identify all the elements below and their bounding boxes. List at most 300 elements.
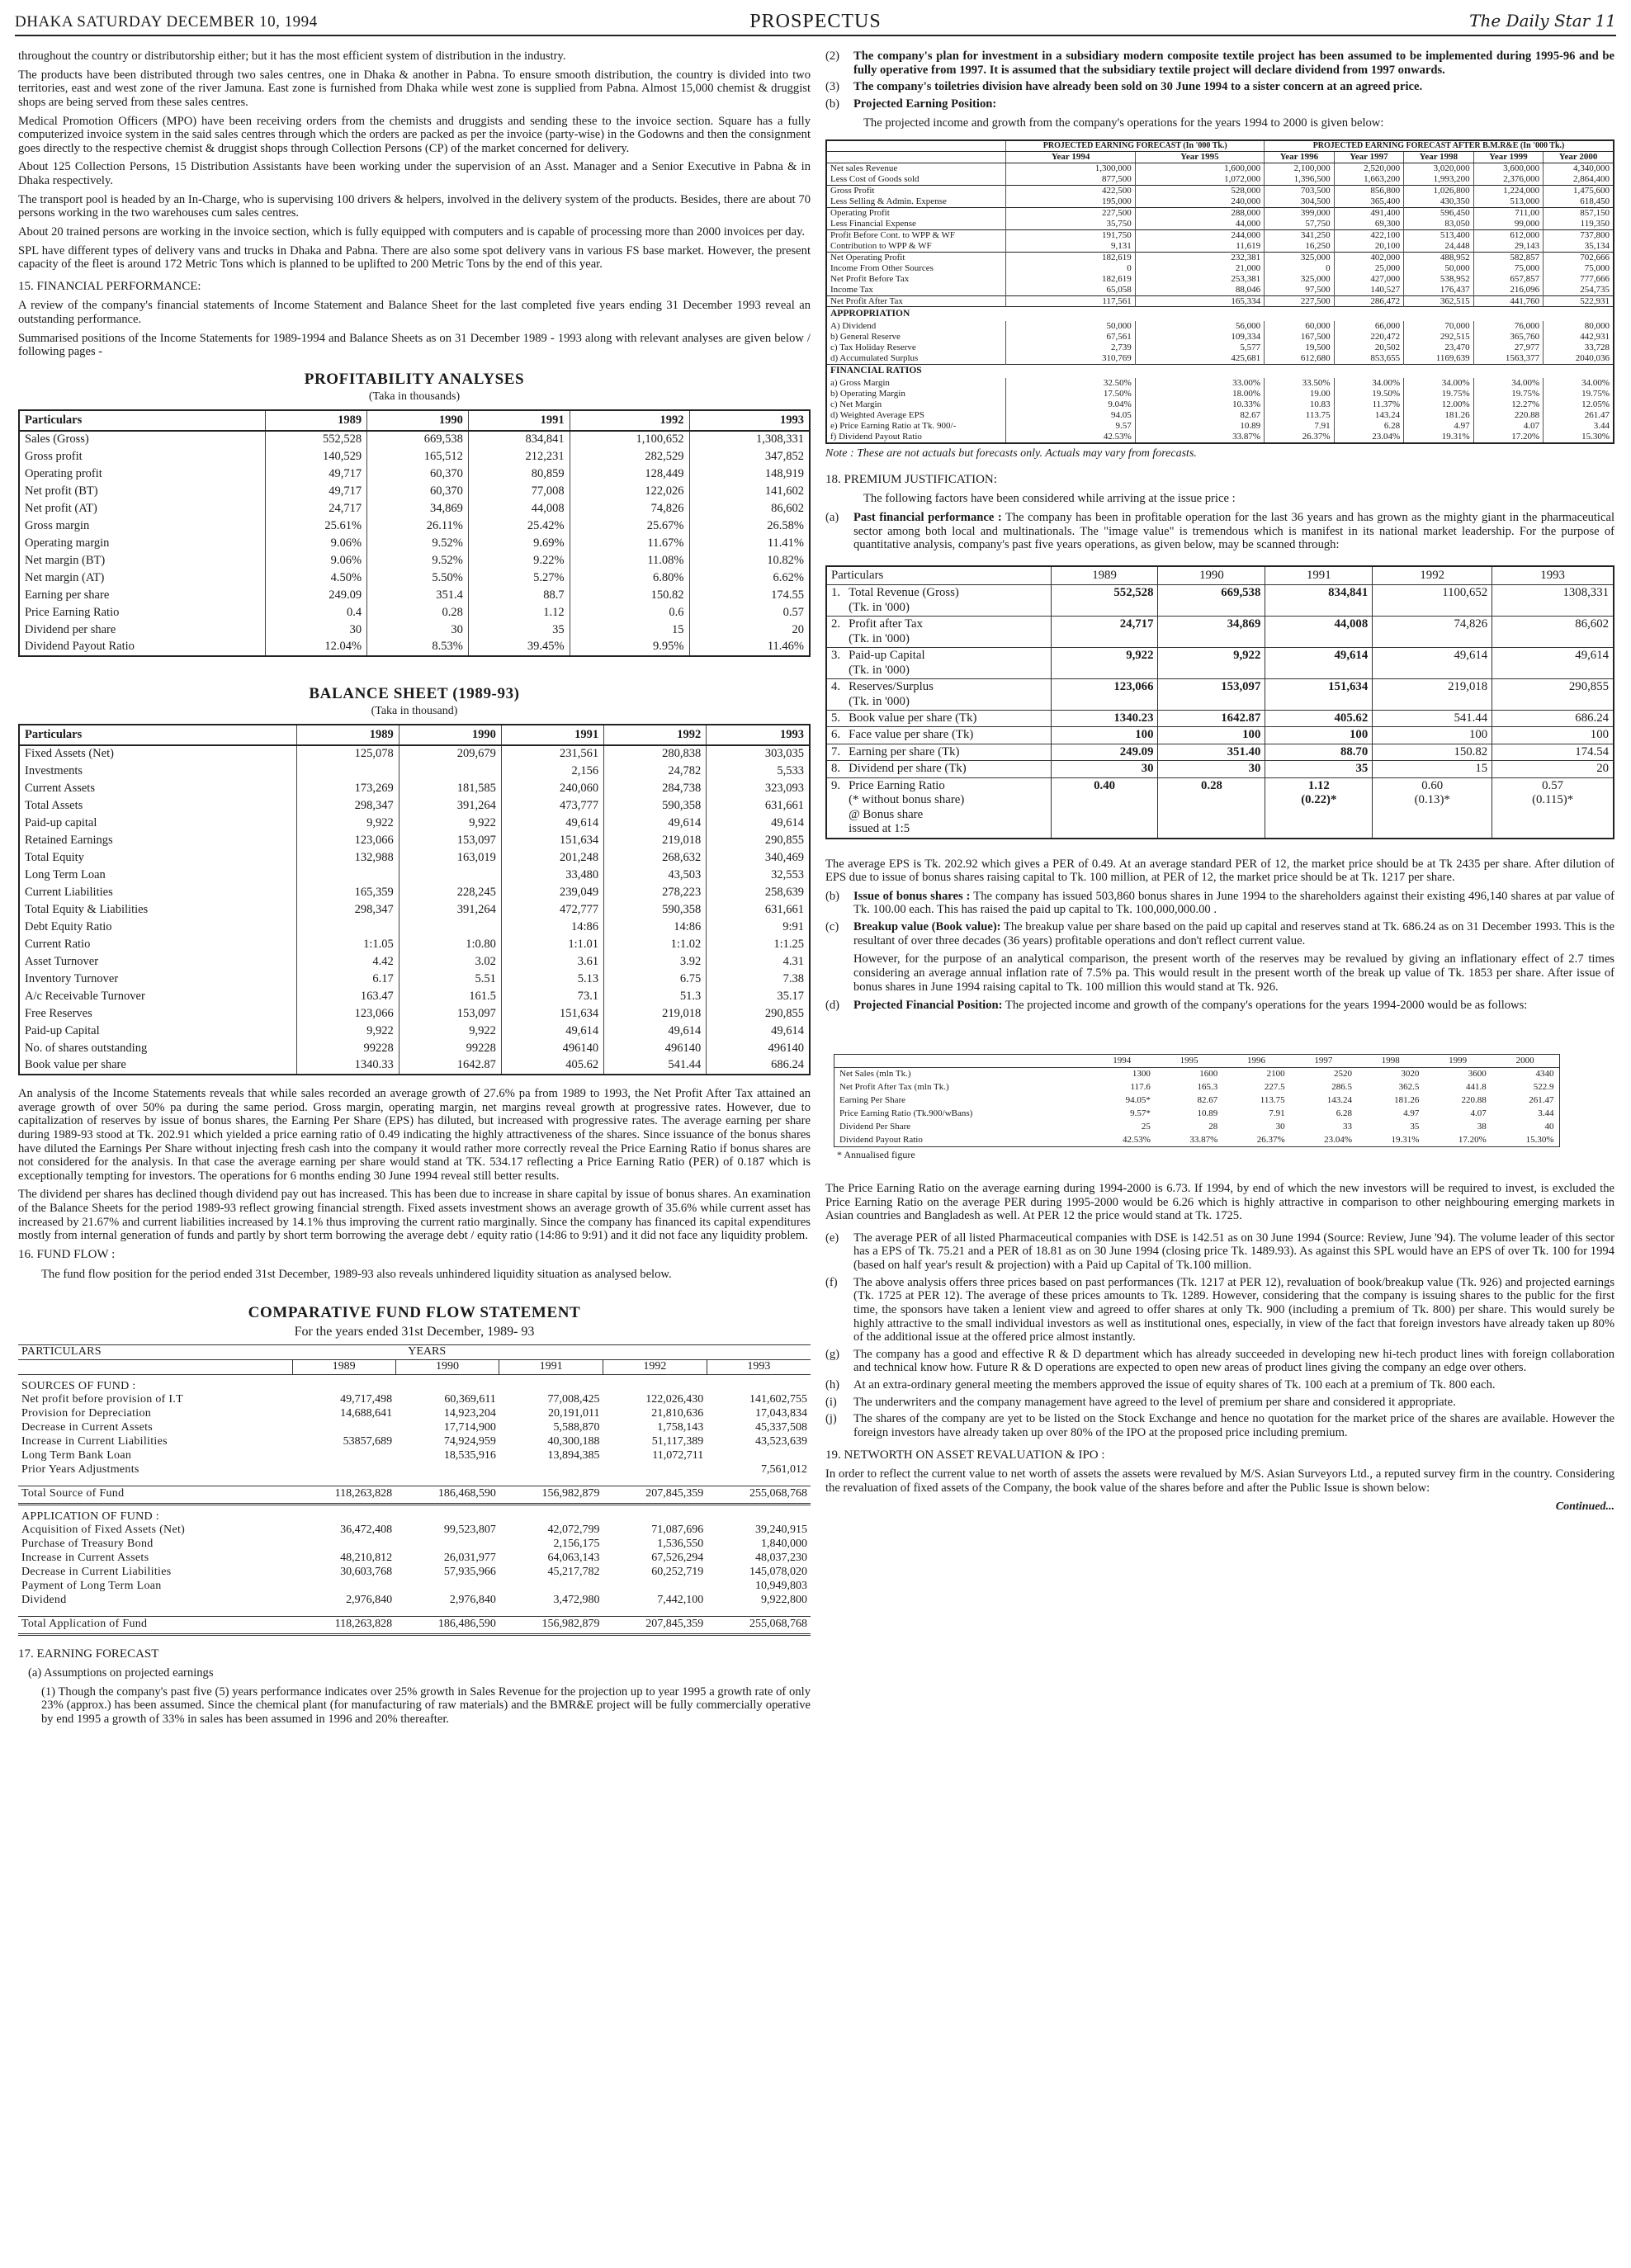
projected-header-row — [834, 1054, 1560, 1067]
balance-sheet-cell: 541.44 — [604, 1057, 707, 1075]
projected-year-cell: 1997 — [1290, 1054, 1357, 1067]
forecast-cell: 244,000 — [1135, 229, 1264, 240]
fund-application-cell: 60,252,719 — [651, 1566, 704, 1579]
balance-sheet-header-cell: 1993 — [707, 725, 810, 745]
forecast-cell: 1,396,500 — [1265, 174, 1335, 185]
balance-sheet-row — [19, 867, 810, 884]
appropriation-cell: 5,577 — [1135, 343, 1264, 353]
balance-sheet-cell: 49,614 — [604, 815, 707, 832]
forecast-cell: 325,000 — [1265, 274, 1335, 285]
past-label-line: issued at 1:5 — [849, 822, 910, 836]
past-label-line: Profit after Tax — [849, 617, 924, 631]
ratio-row — [826, 421, 1614, 432]
past-cell: 49,614 — [1373, 648, 1492, 679]
forecast-cell: Operating Profit — [826, 207, 1006, 218]
forecast-cell: 365,400 — [1334, 196, 1404, 207]
profitability-cell: 9.06% — [266, 535, 367, 552]
fund-source-cell: 17,043,834 — [755, 1407, 807, 1420]
ratio-row — [826, 389, 1614, 399]
past-cell: 34,869 — [1158, 617, 1265, 648]
appropriation-cell: 80,000 — [1544, 321, 1614, 332]
projected-cell: 441.8 — [1466, 1081, 1487, 1092]
past-per-cell — [1373, 777, 1492, 838]
forecast-cell: 35,134 — [1544, 241, 1614, 252]
fund-application-row — [18, 1594, 811, 1608]
forecast-row — [826, 207, 1614, 218]
balance-sheet-cell: 201,248 — [501, 849, 603, 867]
ratio-cell: 26.37% — [1265, 432, 1335, 443]
fund-application-cell: Dividend — [21, 1594, 67, 1607]
profitability-row — [19, 552, 810, 569]
fund-source-cell: 49,717,498 — [340, 1393, 393, 1406]
appropriation-head-row — [826, 307, 1614, 321]
section-15-paragraph-2: Summarised positions of the Income Statements for 1989-1994 and Balance Sheets as on 31 December 1989 - 1993 along with relevant analyses are given below / following pages - — [18, 331, 811, 359]
fund-source-cell: 17,714,900 — [443, 1421, 496, 1434]
balance-sheet-row — [19, 1057, 810, 1075]
justification-label: (b) — [825, 889, 840, 903]
ratio-cell: 23.04% — [1334, 432, 1404, 443]
balance-sheet-row — [19, 763, 810, 780]
appropriation-cell: 220,472 — [1334, 332, 1404, 343]
fund-application-total-cell: Total Application of Fund — [18, 1616, 292, 1634]
fund-year-cell: 1992 — [603, 1359, 707, 1374]
intro-paragraph-2: The products have been distributed through two sales centres, one in Dhaka & another in Pabna. To ensure smooth distribution, the country is divided into two territories, east and west zone of the river Jamuna. East zone is furnished from Dhaka while west zone is supplied from Pabna. Almost 15,000 chemist & druggist shops are being served from these sales centres. — [18, 68, 811, 109]
past-index: 6. — [826, 727, 844, 744]
ratio-cell: 181.26 — [1404, 410, 1474, 421]
balance-sheet-cell: 391,264 — [399, 797, 501, 815]
profitability-cell: 74,826 — [570, 500, 689, 517]
assumption-items — [825, 50, 1614, 111]
past-label-line: Earning per share (Tk) — [849, 744, 960, 758]
forecast-cell: 491,400 — [1334, 207, 1404, 218]
balance-sheet-cell: 4.42 — [296, 953, 399, 971]
fund-application-total-cell: 118,263,828 — [292, 1616, 395, 1634]
forecast-cell: 75,000 — [1544, 263, 1614, 274]
fund-application-row — [18, 1580, 811, 1594]
fund-source-cell: 21,810,636 — [651, 1407, 704, 1420]
fund-application-head: APPLICATION OF FUND : — [21, 1510, 159, 1523]
fund-application-row — [18, 1538, 811, 1552]
fund-application-cell: 71,087,696 — [651, 1524, 704, 1537]
appropriation-cell: 2040,036 — [1544, 353, 1614, 364]
past-cell: 30 — [1051, 761, 1158, 777]
left-column — [18, 50, 811, 2261]
ratio-cell: 10.89 — [1135, 421, 1264, 432]
past-cell: 405.62 — [1265, 710, 1373, 726]
forecast-cell: 362,515 — [1404, 295, 1474, 307]
profitability-cell: 347,852 — [689, 448, 810, 465]
fund-flow-title: COMPARATIVE FUND FLOW STATEMENT — [248, 1304, 581, 1322]
profitability-header-cell: 1989 — [266, 410, 367, 431]
assumption-body — [853, 50, 1614, 77]
ratio-cell: 12.05% — [1544, 399, 1614, 410]
projected-cell: 165.3 — [1197, 1081, 1218, 1092]
past-index: 4. — [826, 679, 844, 711]
balance-sheet-cell: 151,634 — [501, 1005, 603, 1023]
forecast-cell: 522,931 — [1544, 295, 1614, 307]
fund-flow-table — [18, 1344, 811, 1635]
profitability-cell: 140,529 — [266, 448, 367, 465]
profitability-row — [19, 500, 810, 517]
appropriation-cell: 67,561 — [1006, 332, 1135, 343]
section-15-heading: 15. FINANCIAL PERFORMANCE: — [18, 279, 201, 293]
fund-application-row — [18, 1552, 811, 1566]
balance-sheet-cell: 5,533 — [707, 763, 810, 780]
factor-text: At an extra-ordinary general meeting the members approved the issue of equity shares of Tk. 100 each at a premium of Tk. 800 each. — [853, 1378, 1496, 1392]
forecast-cell: 528,000 — [1135, 185, 1264, 196]
past-header-cell: 1991 — [1265, 566, 1373, 585]
fund-application-cell: 45,217,782 — [547, 1566, 600, 1579]
balance-sheet-row — [19, 1023, 810, 1040]
balance-sheet-cell: 3.02 — [399, 953, 501, 971]
past-header-row — [826, 566, 1614, 585]
fund-application-cell: Purchase of Treasury Bond — [21, 1538, 154, 1551]
balance-sheet-cell: 99228 — [399, 1040, 501, 1057]
forecast-cell: Net Profit Before Tax — [826, 274, 1006, 285]
profitability-cell: 249.09 — [266, 587, 367, 604]
balance-sheet-cell — [399, 919, 501, 936]
past-cell: 100 — [1158, 727, 1265, 744]
past-index: 5. — [826, 710, 844, 726]
forecast-row — [826, 285, 1614, 295]
profitability-cell: 11.67% — [570, 535, 689, 552]
past-header-cell: 1989 — [1051, 566, 1158, 585]
balance-sheet-cell: 290,855 — [707, 832, 810, 849]
fund-source-cell — [292, 1463, 395, 1477]
fund-source-total-cell: 118,263,828 — [292, 1486, 395, 1504]
balance-sheet-cell: 340,469 — [707, 849, 810, 867]
fund-source-cell — [292, 1449, 395, 1463]
appropriation-row — [826, 343, 1614, 353]
past-label — [844, 761, 1051, 777]
projected-cell: 6.28 — [1336, 1108, 1352, 1118]
ratio-cell: 143.24 — [1334, 410, 1404, 421]
appropriation-row — [826, 321, 1614, 332]
balance-sheet-cell: 1:1.25 — [707, 936, 810, 953]
profitability-header-cell: 1990 — [367, 410, 469, 431]
forecast-cell: 117,561 — [1006, 295, 1135, 307]
past-label-unit: (Tk. in '000) — [849, 600, 910, 614]
balance-sheet-cell — [296, 763, 399, 780]
intro-paragraph-6: About 20 trained persons are working in the invoice section, which is fully equipped with computers and is capable of processing more than 2000 invoices per day. — [18, 224, 806, 239]
balance-sheet-cell: 590,358 — [604, 901, 707, 919]
projected-row — [834, 1133, 1560, 1146]
projected-cell: Earning Per Share — [839, 1094, 906, 1105]
fund-application-cell: 67,526,294 — [651, 1552, 704, 1565]
projected-cell: Net Profit After Tax (mln Tk.) — [839, 1081, 949, 1092]
forecast-cell: 9,131 — [1006, 241, 1135, 252]
forecast-cell: 304,500 — [1265, 196, 1335, 207]
factor-label: (h) — [825, 1378, 840, 1392]
balance-sheet-cell: 240,060 — [501, 780, 603, 797]
past-cell: 174.54 — [1492, 744, 1614, 760]
fund-source-total-cell: Total Source of Fund — [18, 1486, 292, 1504]
fund-application-cell: 64,063,143 — [547, 1552, 600, 1565]
balance-sheet-cell: 590,358 — [604, 797, 707, 815]
ratio-cell: a) Gross Margin — [826, 378, 1006, 389]
forecast-cell: 165,334 — [1135, 295, 1264, 307]
balance-sheet-header-cell: Particulars — [19, 725, 296, 745]
balance-sheet-cell: 3.92 — [604, 953, 707, 971]
fund-source-row — [18, 1463, 811, 1477]
projected-cell: 3600 — [1468, 1069, 1487, 1080]
ratio-cell: 12.00% — [1404, 399, 1474, 410]
profitability-cell: 552,528 — [266, 431, 367, 448]
fund-source-cell — [292, 1421, 395, 1435]
factor-item — [825, 1412, 1614, 1439]
fund-source-cell — [707, 1449, 811, 1463]
balance-sheet-cell: Investments — [19, 763, 296, 780]
factor-body — [853, 1348, 1614, 1375]
section-16-heading: 16. FUND FLOW : — [18, 1247, 116, 1261]
ratio-head-row — [826, 364, 1614, 378]
past-index: 8. — [826, 761, 844, 777]
projected-cell: 261.47 — [1529, 1094, 1554, 1105]
forecast-cell: 195,000 — [1006, 196, 1135, 207]
balance-sheet-cell: 1:1.01 — [501, 936, 603, 953]
forecast-years-row — [826, 151, 1614, 163]
forecast-cell: 657,857 — [1473, 274, 1544, 285]
balance-sheet-cell: 686.24 — [707, 1057, 810, 1075]
projected-cell: Net Sales (mln Tk.) — [839, 1069, 911, 1080]
balance-sheet-cell: 1:1.02 — [604, 936, 707, 953]
item-a — [825, 511, 1614, 552]
fund-source-cell: Decrease in Current Assets — [21, 1421, 154, 1434]
profitability-cell: 60,370 — [367, 483, 469, 500]
past-cell: 541.44 — [1373, 710, 1492, 726]
fund-application-cell: 57,935,966 — [443, 1566, 496, 1579]
balance-sheet-cell: 391,264 — [399, 901, 501, 919]
profitability-cell: 141,602 — [689, 483, 810, 500]
assumption-body — [853, 97, 1614, 111]
profitability-cell: 26.58% — [689, 517, 810, 535]
past-cell: 1100,652 — [1373, 585, 1492, 617]
fund-source-total-row — [18, 1486, 811, 1504]
appropriation-cell: 1169,639 — [1404, 353, 1474, 364]
balance-sheet-cell: 125,078 — [296, 745, 399, 763]
past-cell: 100 — [1051, 727, 1158, 744]
past-header-cell: 1990 — [1158, 566, 1265, 585]
factor-body — [853, 1276, 1614, 1344]
forecast-cell: 427,000 — [1334, 274, 1404, 285]
balance-sheet-cell: 472,777 — [501, 901, 603, 919]
forecast-cell: 513,000 — [1473, 196, 1544, 207]
past-cell: 20 — [1492, 761, 1614, 777]
factor-body — [853, 1378, 1614, 1392]
balance-sheet-cell: 303,035 — [707, 745, 810, 763]
fund-application-cell — [292, 1580, 395, 1594]
forecast-year-cell: Year 1999 — [1473, 151, 1544, 163]
past-label — [844, 617, 1051, 648]
balance-sheet-header-cell: 1989 — [296, 725, 399, 745]
items-e-j — [825, 1231, 1614, 1440]
balance-sheet-cell: 151,634 — [501, 832, 603, 849]
projected-cell: 17.20% — [1458, 1134, 1487, 1145]
projected-position-table — [834, 1054, 1560, 1147]
assumption-body — [853, 80, 1614, 94]
profitability-cell: Dividend per share — [19, 621, 266, 639]
fund-application-cell: 145,078,020 — [749, 1566, 807, 1579]
forecast-row — [826, 241, 1614, 252]
forecast-cell: 24,448 — [1404, 241, 1474, 252]
forecast-cell: 582,857 — [1473, 252, 1544, 262]
balance-sheet-cell: 1642.87 — [399, 1057, 501, 1075]
forecast-cell: 1,600,000 — [1135, 163, 1264, 173]
profitability-cell: 282,529 — [570, 448, 689, 465]
balance-sheet-cell: Inventory Turnover — [19, 971, 296, 988]
masthead-section: PROSPECTUS — [749, 10, 882, 32]
profitability-cell: Earning per share — [19, 587, 266, 604]
balance-sheet-row — [19, 832, 810, 849]
intro-paragraph-4: About 125 Collection Persons, 15 Distribution Assistants have been working under the supervision of an Asst. Manager and a Senior Executive in Pabna & in Dhaka respectively. — [18, 160, 811, 187]
forecast-cell: 4,340,000 — [1544, 163, 1614, 173]
right-column — [825, 50, 1614, 2261]
balance-sheet-cell: 123,066 — [296, 1005, 399, 1023]
balance-sheet-header-cell: 1990 — [399, 725, 501, 745]
forecast-cell: Net Operating Profit — [826, 252, 1006, 262]
forecast-year-cell: Year 1995 — [1135, 151, 1264, 163]
forecast-cell: 25,000 — [1334, 263, 1404, 274]
item-a-label: (a) — [825, 511, 839, 524]
section-15-paragraph-1: A review of the company's financial statements of Income Statement and Balance Sheet for the last completed five years ending 31 December 1993 reveal an outstanding performance. — [18, 299, 811, 327]
fund-application-cell: Payment of Long Term Loan — [21, 1580, 162, 1593]
appropriation-cell: 442,931 — [1544, 332, 1614, 343]
fund-application-cell: 42,072,799 — [547, 1524, 600, 1537]
justification-bold: Issue of bonus shares : — [853, 889, 971, 903]
balance-sheet-cell: 9,922 — [296, 1023, 399, 1040]
appropriation-cell: 167,500 — [1265, 332, 1335, 343]
profitability-cell: Net margin (AT) — [19, 569, 266, 587]
fund-application-cell: 26,031,977 — [443, 1552, 496, 1565]
past-cell: 100 — [1265, 727, 1373, 744]
items-b-c — [825, 890, 1614, 948]
assumption-text: Projected Earning Position: — [853, 97, 997, 111]
forecast-cell: 441,760 — [1473, 295, 1544, 307]
balance-sheet-title: BALANCE SHEET (1989-93) — [309, 684, 520, 702]
profitability-cell: 26.11% — [367, 517, 469, 535]
justification-text: The company has issued 503,860 bonus shares in June 1994 to the shareholders against their existing 496,140 shares at par value of Tk. 100.00 each. This has raised the paid up capital to Tk. 100,000,000.00 . — [853, 889, 1614, 917]
fund-source-total-cell: 186,468,590 — [395, 1486, 499, 1504]
profitability-cell: 25.42% — [468, 517, 570, 535]
forecast-cell: 50,000 — [1404, 263, 1474, 274]
section-15-text — [18, 299, 811, 359]
balance-sheet-cell: 49,614 — [707, 815, 810, 832]
balance-sheet-cell: Current Assets — [19, 780, 296, 797]
forecast-row — [826, 196, 1614, 207]
projected-cell: 33.87% — [1189, 1134, 1218, 1145]
forecast-cell: 1,026,800 — [1404, 185, 1474, 196]
appropriation-cell: 612,680 — [1265, 353, 1335, 364]
balance-sheet-cell: 473,777 — [501, 797, 603, 815]
forecast-cell: 1,072,000 — [1135, 174, 1264, 185]
profitability-cell: 174.55 — [689, 587, 810, 604]
profitability-cell: 35 — [468, 621, 570, 639]
forecast-cell: Net Profit After Tax — [826, 295, 1006, 307]
ratio-cell: 19.50% — [1334, 389, 1404, 399]
forecast-blank — [826, 140, 1006, 151]
past-row — [826, 648, 1614, 679]
appropriation-cell: A) Dividend — [826, 321, 1006, 332]
ratio-cell: 33.50% — [1265, 378, 1335, 389]
profitability-cell: 669,538 — [367, 431, 469, 448]
ratio-cell: 34.00% — [1334, 378, 1404, 389]
projected-row — [834, 1067, 1560, 1080]
fund-application-cell: 9,922,800 — [761, 1594, 807, 1607]
section-17a1: (1) Though the company's past five (5) years performance indicates over 25% growth in Sales Revenue for the projection up to year 1995 a growth rate of only 23% (approx.) has been assumed. Since the chemical plant (for manufacturing of raw materials) and the BMR&E project will be fully commercially operative by end 1995 a growth of 33% in sales has been assumed in 1996 and 20% thereafter. — [41, 1684, 811, 1727]
balance-sheet-row — [19, 884, 810, 901]
forecast-cell: 83,050 — [1404, 219, 1474, 229]
profitability-table — [18, 409, 811, 657]
projected-cell: Dividend Payout Ratio — [839, 1134, 923, 1145]
projected-cell: 7.91 — [1269, 1108, 1285, 1118]
ratio-cell: 19.75% — [1473, 389, 1544, 399]
past-per-row — [826, 777, 1614, 838]
fund-source-row — [18, 1435, 811, 1449]
profitability-row — [19, 587, 810, 604]
balance-sheet-cell: 496140 — [707, 1040, 810, 1057]
balance-sheet-row — [19, 901, 810, 919]
forecast-left-header: PROJECTED EARNING FORECAST (In '000 Tk.) — [1006, 140, 1265, 151]
profitability-header-cell: Particulars — [19, 410, 266, 431]
fund-application-cell: 39,240,915 — [755, 1524, 807, 1537]
fund-application-cell — [395, 1580, 499, 1594]
profitability-cell: Price Earning Ratio — [19, 604, 266, 621]
profitability-cell: 44,008 — [468, 500, 570, 517]
projected-year-cell: 1999 — [1424, 1054, 1491, 1067]
balance-sheet-cell: Paid-up capital — [19, 815, 296, 832]
appropriation-cell: c) Tax Holiday Reserve — [826, 343, 1006, 353]
factor-item — [825, 1276, 1614, 1344]
fund-application-cell: 1,536,550 — [657, 1538, 704, 1551]
past-per-cell — [1265, 777, 1373, 838]
forecast-cell: 182,619 — [1006, 252, 1135, 262]
forecast-cell: 16,250 — [1265, 241, 1335, 252]
profitability-row — [19, 604, 810, 621]
forecast-cell: 232,381 — [1135, 252, 1264, 262]
ratio-cell: 261.47 — [1544, 410, 1614, 421]
forecast-cell: 119,350 — [1544, 219, 1614, 229]
forecast-cell: 877,500 — [1006, 174, 1135, 185]
projected-cell: 181.26 — [1394, 1094, 1420, 1105]
assumption-label: (3) — [825, 80, 840, 94]
fund-year-cell: 1989 — [292, 1359, 395, 1374]
forecast-cell: Profit Before Cont. to WPP & WF — [826, 229, 1006, 240]
fund-source-total-cell: 207,845,359 — [603, 1486, 707, 1504]
fund-source-cell: 141,602,755 — [749, 1393, 807, 1406]
ratio-cell: c) Net Margin — [826, 399, 1006, 410]
past-cell: 834,841 — [1265, 585, 1373, 617]
forecast-cell: 182,619 — [1006, 274, 1135, 285]
profitability-row — [19, 535, 810, 552]
profitability-cell: 212,231 — [468, 448, 570, 465]
section-19-heading: 19. NETWORTH ON ASSET REVALUATION & IPO : — [825, 1448, 1105, 1462]
forecast-blank — [826, 151, 1006, 163]
forecast-cell: 21,000 — [1135, 263, 1264, 274]
past-cell: 88.70 — [1265, 744, 1373, 760]
balance-sheet-cell: 1340.33 — [296, 1057, 399, 1075]
ratio-cell: 4.07 — [1473, 421, 1544, 432]
past-per-value: 0.57 — [1542, 778, 1564, 792]
balance-sheet-cell: 631,661 — [707, 797, 810, 815]
forecast-cell: 216,096 — [1473, 285, 1544, 295]
forecast-cell: Net sales Revenue — [826, 163, 1006, 173]
forecast-cell: 857,150 — [1544, 207, 1614, 218]
eps-text: The average EPS is Tk. 202.92 which gives a PER of 0.49. At an average standard PER of 12, the market price should be at Tk 2435 per share. After dilution of EPS due to issue of bonus shares raising capital to Tk. 100 million, at PER of 12, the market price should be at Tk. 1217 per share. — [825, 857, 1614, 885]
factor-item — [825, 1378, 1614, 1392]
profitability-cell: Net profit (AT) — [19, 500, 266, 517]
profitability-cell: Sales (Gross) — [19, 431, 266, 448]
appropriation-cell: 23,470 — [1404, 343, 1474, 353]
